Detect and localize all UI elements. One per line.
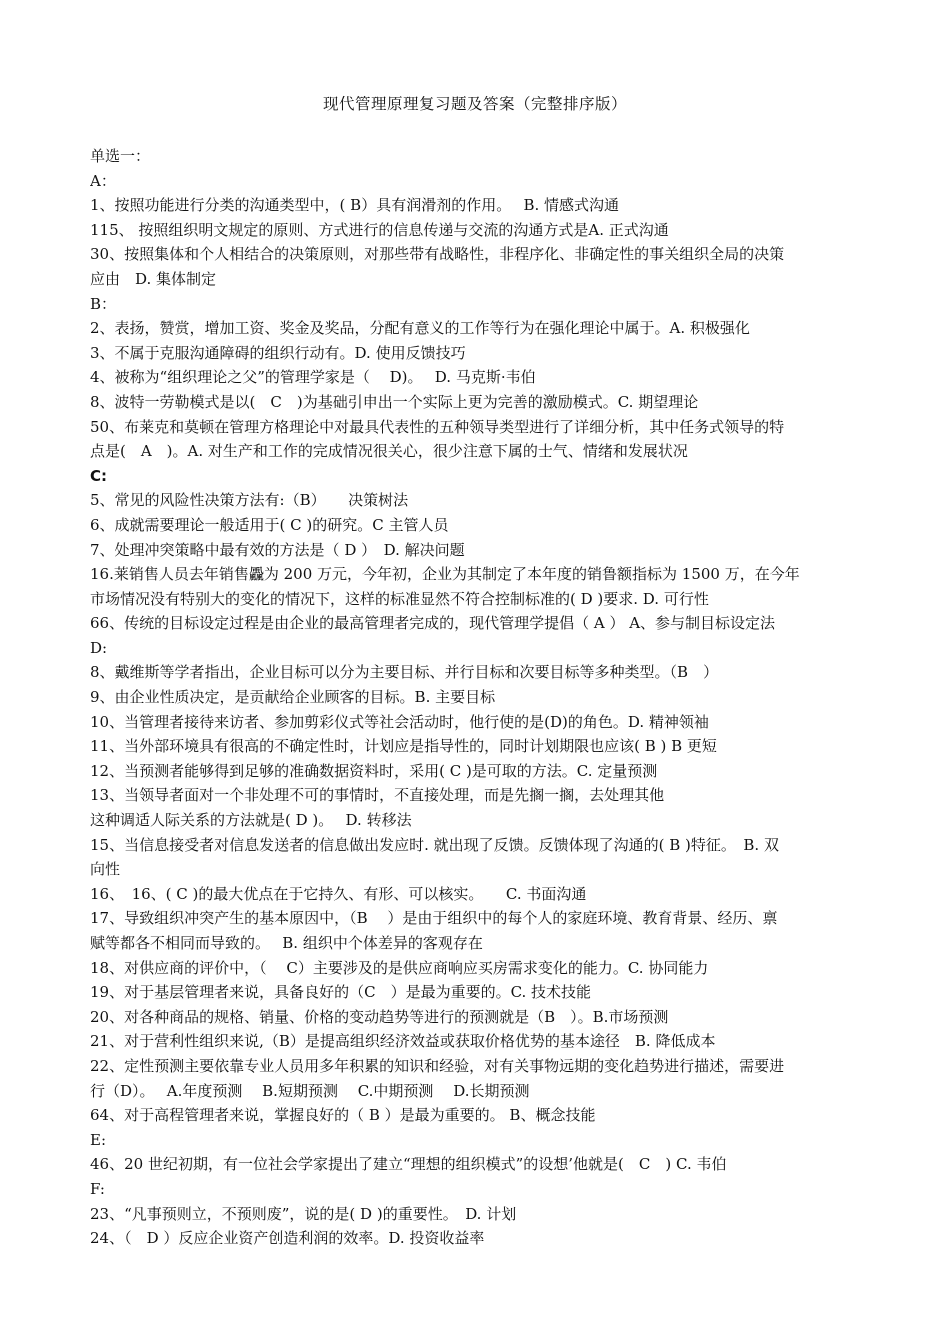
text-line: A： xyxy=(90,171,116,190)
text-line: 点是( A )。A. 对生产和工作的完成情况很关心，很少注意下属的士气、情绪和发展状况 xyxy=(90,442,688,461)
text-line: B： xyxy=(90,294,117,313)
text-line: 3、不属于克服沟通障碍的组织行动有。D. 使用反馈技巧 xyxy=(90,343,466,362)
text-line: 64、对于高程管理者来说，掌握良好的（ B ）是最为重要的。 B、概念技能 xyxy=(90,1106,596,1125)
text-line: F: xyxy=(90,1179,105,1198)
text-line: 赋等都各不相同而导致的。 B. 组织中个体差异的客观存在 xyxy=(90,934,483,952)
text-line: 16.莱销售人员去年销售飍为 200 万元，今年初，企业为其制定了本年度的销鲁额指标为 1500 万，在今年 xyxy=(90,565,800,584)
text-line: 12、当预测者能够得到足够的准确数据资料时，采用( C )是可取的方法。C. 定量预测 xyxy=(90,761,658,780)
text-line: 30、按照集体和个人相结合的决策原则，对那些带有战略性，非程序化、非确定性的事关组织全局的决策 xyxy=(90,245,785,264)
text-line: 15、当信息接受者对信息发送者的信息做出发应时. 就出现了反馈。反馈体现了沟通的( B )特征。 B. 双 xyxy=(90,835,779,854)
text-line: 66、传统的目标设定过程是由企业的最高管理者完成的，现代管理学提倡（ A ） A、参与制目标设定法 xyxy=(90,614,776,633)
text-line: 6、成就需要理论一般适用于( C )的研究。C 主管人员 xyxy=(90,515,449,534)
text-line: 行（D）。 A.年度预测 B.短期预测 C.中期预测 D.长期预测 xyxy=(90,1081,530,1100)
text-line: 单选一： xyxy=(90,147,151,165)
text-line: 4、被称为“组织理论之父”的管理学家是（ D)。 D. 马克斯·韦伯 xyxy=(90,368,536,387)
text-line: 115、 按照组织明文规定的原则、方式进行的信息传递与交流的沟通方式是A. 正式沟通 xyxy=(90,220,669,239)
text-line: 2、表扬，赞赏，增加工资、奖金及奖品，分配有意义的工作等行为在强化理论中属于。A. 积极强化 xyxy=(90,319,750,338)
text-line: 20、对各种商品的规格、销量、价格的变动趋势等进行的预测就是（B ）。B.市场预测 xyxy=(90,1007,669,1026)
text-line: 8、戴维斯等学者指出，企业目标可以分为主要目标、并行目标和次要目标等多种类型。（B ） xyxy=(90,663,719,682)
text-line: C: xyxy=(90,466,108,485)
text-line: 8、波特一劳勒模式是以( C )为基础引申出一个实际上更为完善的激励模式。C. 期望理论 xyxy=(90,392,699,411)
text-line: 16、 16、( C )的最大优点在于它持久、有形、可以核实。 C. 书面沟通 xyxy=(90,884,587,903)
text-line: 22、定性预测主要依靠专业人员用多年积累的知识和经验，对有关事物远期的变化趋势进行描述，需要进 xyxy=(90,1056,785,1075)
text-line: 这种调适人际关系的方法就是( D )。 D. 转移法 xyxy=(90,811,412,830)
document-title: 现代管理原理复习题及答案（完整排序版） xyxy=(322,95,627,113)
text-line: 21、对于营利性组织来说,（B）是提高组织经济效益或获取价格优势的基本途径 B. 降低成本 xyxy=(90,1032,716,1051)
text-line: 18、对供应商的评价中，（ C）主要涉及的是供应商响应买房需求变化的能力。C. 协同能力 xyxy=(90,958,709,977)
text-line: 13、当领导者面对一个非处理不可的事情时，不直接处理，而是先搁一搁，去处理其他 xyxy=(90,786,665,805)
text-line: 17、导致组织冲突产生的基本原因中，（B ）是由于组织中的每个人的家庭环境、教育背景、经历、禀 xyxy=(90,909,778,928)
text-line: 19、对于基层管理者来说，具备良好的（C ）是最为重要的。C. 技术技能 xyxy=(90,983,592,1002)
text-line: 1、按照功能进行分类的沟通类型中，( B）具有润滑剂的作用。 B. 情感式沟通 xyxy=(90,196,620,215)
text-line: 23、“凡事预则立，不预则废”，说的是( D )的重要性。 D. 计划 xyxy=(90,1204,517,1223)
text-line: 10、当管理者接待来访者、参加剪彩仪式等社会活动时，他行使的是(D)的角色。D. 精神领袖 xyxy=(90,712,709,731)
text-line: 应由 D. 集体制定 xyxy=(90,269,217,288)
text-line: 11、当外部环境具有很高的不确定性时，计划应是指导性的，同时计划期限也应该( B ) B 更短 xyxy=(90,737,717,756)
text-line: 7、处理冲突策略中最有效的方法是（ D ） D. 解决问题 xyxy=(90,540,465,559)
text-line: E: xyxy=(90,1130,107,1149)
text-line: 市场情况没有特别大的变化的情况下，这样的标准显然不符合控制标准的( D )要求. D. 可行性 xyxy=(90,589,709,608)
document-body xyxy=(90,144,866,1251)
text-line: 向性 xyxy=(90,860,121,879)
text-line: 50、布莱克和莫顿在管理方格理论中对最具代表性的五种领导类型进行了详细分析，其中任务式领导的特 xyxy=(90,417,785,436)
text-line: 5、常见的风险性决策方法有:（B） 决策树法 xyxy=(90,491,409,510)
text-line: 9、由企业性质决定，是贡献给企业顾客的目标。B. 主要目标 xyxy=(90,688,496,707)
text-line: D: xyxy=(90,638,108,657)
text-line: 46、20 世纪初期，有一位社会学家提出了建立“理想的组织模式”的设想’他就是( C ) C. 韦伯 xyxy=(90,1155,727,1174)
text-line: 24、（ D ）反应企业资产创造利润的效率。D. 投资收益率 xyxy=(90,1229,485,1248)
